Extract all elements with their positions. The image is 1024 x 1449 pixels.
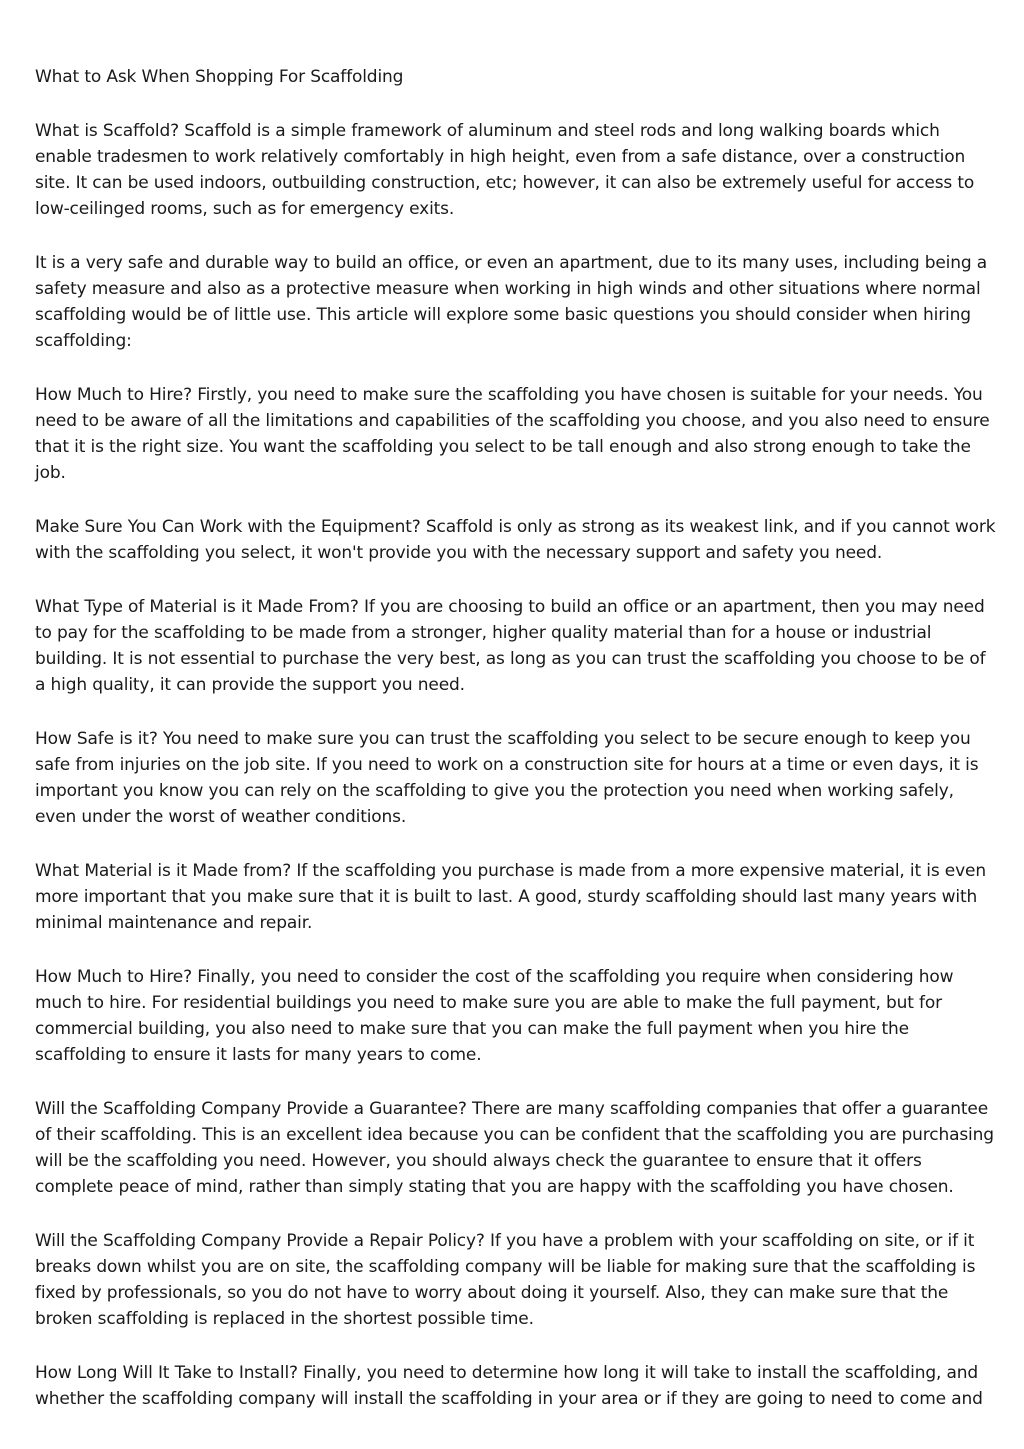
paragraph-material-made-from: What Material is it Made from? If the scaffolding you purchase is made from a more expensive material, it is even more important that you make sure that it is built to last. A good, sturdy scaffolding should last many years with minimal maintenance and repair. xyxy=(35,861,986,933)
document-title: What to Ask When Shopping For Scaffolding xyxy=(35,67,404,87)
paragraph-repair-policy: Will the Scaffolding Company Provide a Repair Policy? If you have a problem with your scaffolding on site, or if it breaks down whilst you are on site, the scaffolding company will be liable for making sure that the scaffolding is fixed by professionals, so you do not have to worry about doing it yourself. Also, they can make sure that the broken scaffolding is replaced in the shortest possible time. xyxy=(35,1231,976,1329)
paragraph-type-of-material: What Type of Material is it Made From? If you are choosing to build an office or an apartment, then you may need to pay for the scaffolding to be made from a stronger, higher quality material than for a house or industrial building. It is not essential to purchase the very best, as long as you can trust the scaffolding you choose to be of a high quality, it can provide the support you need. xyxy=(35,597,986,695)
document-page xyxy=(35,64,997,1440)
paragraph-how-much-to-hire-firstly: How Much to Hire? Firstly, you need to make sure the scaffolding you have chosen is suitable for your needs. You need to be aware of all the limitations and capabilities of the scaffolding you choose, and you also need to ensure that it is the right size. You want the scaffolding you select to be tall enough and also strong enough to take the job. xyxy=(35,385,990,483)
paragraph-how-long-to-install: How Long Will It Take to Install? Finally, you need to determine how long it will take to install the scaffolding, and whether the scaffolding company will install the scaffolding in your area or if they are going to need to come and xyxy=(35,1363,983,1409)
paragraph-how-much-to-hire-finally: How Much to Hire? Finally, you need to consider the cost of the scaffolding you require when considering how much to hire. For residential buildings you need to make sure you are able to make the full payment, but for commercial building, you also need to make sure that you can make the full payment when you hire the scaffolding to ensure it lasts for many years to come. xyxy=(35,967,954,1065)
paragraph-work-with-equipment: Make Sure You Can Work with the Equipment? Scaffold is only as strong as its weakest link, and if you cannot work with the scaffolding you select, it won't provide you with the necessary support and safety you need. xyxy=(35,517,996,563)
paragraph-what-is-scaffold: What is Scaffold? Scaffold is a simple framework of aluminum and steel rods and long walking boards which enable tradesmen to work relatively comfortably in high height, even from a safe distance, over a construction site. It can be used indoors, outbuilding construction, etc; however, it can also be extremely useful for access to low-ceilinged rooms, such as for emergency exits. xyxy=(35,121,975,219)
paragraph-guarantee: Will the Scaffolding Company Provide a Guarantee? There are many scaffolding companies that offer a guarantee of their scaffolding. This is an excellent idea because you can be confident that the scaffolding you are purchasing will be the scaffolding you need. However, you should always check the guarantee to ensure that it offers complete peace of mind, rather than simply stating that you are happy with the scaffolding you have chosen. xyxy=(35,1099,994,1197)
paragraph-safe-and-durable: It is a very safe and durable way to build an office, or even an apartment, due to its many uses, including being a safety measure and also as a protective measure when working in high winds and other situations where normal scaffolding would be of little use. This article will explore some basic questions you should consider when hiring scaffolding: xyxy=(35,253,988,351)
paragraph-how-safe: How Safe is it? You need to make sure you can trust the scaffolding you select to be secure enough to keep you safe from injuries on the job site. If you need to work on a construction site for hours at a time or even days, it is important you know you can rely on the scaffolding to give you the protection you need when working safely, even under the worst of weather conditions. xyxy=(35,729,979,827)
